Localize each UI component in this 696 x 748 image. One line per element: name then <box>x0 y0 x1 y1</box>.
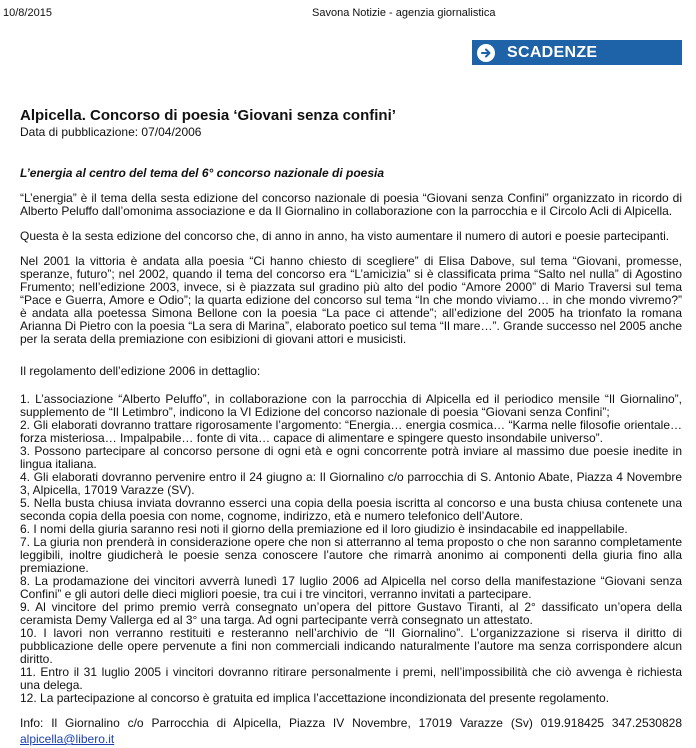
rule-item: 8. La prodamazione dei vincitori avverrà lunedì 17 luglio 2006 ad Alpicella nel corso della manifestazione “Giovani senza Confini” e gli autori delle dieci migliori poesie, tra cui i tre vincitori, verranno invitati a partecipare. <box>20 574 682 601</box>
email-link[interactable]: alpicella@libero.it <box>20 732 115 746</box>
banner-label: SCADENZE <box>507 43 598 61</box>
rules-heading: Il regolamento dell’edizione 2006 in dettaglio: <box>20 364 261 378</box>
article-title: Alpicella. Concorso di poesia ‘Giovani senza confini’ <box>20 107 396 124</box>
rule-item: 7. La giuria non prenderà in considerazione opere che non si atterranno al tema proposto o che non saranno completamente leggibili, inoltre giudicherà le poesie senza conoscere l’autore che rimarrà anonimo ai componenti della giuria fino alla premiazione. <box>20 535 682 575</box>
rule-item: 9. Al vincitore del primo premio verrà consegnato un’opera del pittore Gustavo Tiranti, al 2° dassificato un’opera della ceramista Demy Vallerga ed al 3° una targa. Ad ogni partecipante verrà consegnato un attestato. <box>20 600 682 627</box>
rule-item: 2. Gli elaborati dovranno trattare rigorosamente l’argomento: “Energia… energia cosmica… “Karma nelle filosofie orientale… forza misteriosa… Impalpabile… fonte di vita… capace di alimentare e spingere questo insondabile universo”. <box>20 418 682 445</box>
rules-list <box>20 393 682 705</box>
print-date: 10/8/2015 <box>3 7 52 19</box>
rule-item: 12. La partecipazione al concorso è gratuita ed implica l’accettazione incondizionata del presente regolamento. <box>20 691 610 705</box>
contact-info: Info: Il Giornalino c/o Parrocchia di Alpicella, Piazza IV Novembre, 17019 Varazze (Sv) 019.918425 347.2530828 <box>20 716 682 730</box>
rule-item: 4. Gli elaborati dovranno pervenire entro il 24 giugno a: Il Giornalino c/o parrocchia di S. Antonio Abate, Piazza 4 Novembre 3, Alpicella, 17019 Varazze (SV). <box>20 470 682 497</box>
rule-item: 10. I lavori non verranno restituiti e resteranno nell’archivio de “Il Giornalino”. L’organizzazione si riserva il diritto di pubblicazione delle opere pervenute a fini non commerciali indicando naturalmente l’autore ma senza corrispondere alcun diritto. <box>20 626 682 666</box>
rule-item: 6. I nomi della giuria saranno resi noti il giorno della premiazione ed il loro giudizio è insindacabile ed inappellabile. <box>20 522 628 536</box>
paragraph: Nel 2001 la vittoria è andata alla poesia “Ci hanno chiesto di scegliere” di Elisa Dabove, sul tema “Giovani, promesse, speranze, futuro”; nel 2002, quando il tema del concorso era “L’amicizia” si è classificata prima “Salto nel nulla” di Agostino Frumento; nell’edizione 2003, invece, si è piazzata sul gradino più alto del podio “Amore 2000” di Mario Traversi sul tema “Pace e Guerra, Amore e Odio”; la quarta edizione del concorso sul tema “In che mondo viviamo… in che mondo vivremo?” è andata alla poetessa Simona Bellone con la poesia “La pace ci attende”; all’edizione del 2005 ha trionfato la romana Arianna Di Pietro con la poesia “La sera di Marina”, elaborato poetico sul tema “Il mare…”. Grande successo nel 2005 anche per la serata della premiazione con esibizioni di giovani attori e musicisti. <box>20 254 682 346</box>
scadenze-banner[interactable] <box>472 40 682 65</box>
rule-item: 3. Possono partecipare al concorso persone di ogni età e ogni concorrente potrà inviare al massimo due poesie inedite in lingua italiana. <box>20 444 682 471</box>
arrow-circle-icon <box>477 44 495 62</box>
rule-item: 5. Nella busta chiusa inviata dovranno esserci una copia della poesia iscritta al concorso e una busta chiusa contenete una seconda copia della poesia con nome, cognome, indirizzo, età e numero telefonico dell’Autore. <box>20 496 682 523</box>
rule-item: 1. L’associazione “Alberto Peluffo”, in collaborazione con la parrocchia di Alpicella ed il periodico mensile “Il Giornalino”, supplemento de “Il Letimbro”, indicono la VI Edizione del concorso nazionale di poesia “Giovani senza Confini”; <box>20 392 682 419</box>
publication-date: Data di pubblicazione: 07/04/2006 <box>20 125 202 139</box>
site-name: Savona Notizie - agenzia giornalistica <box>312 7 496 19</box>
paragraph: “L’energia” è il tema della sesta edizione del concorso nazionale di poesia “Giovani senza Confini” organizzato in ricordo di Alberto Peluffo dall’omonima associazione e da Il Giornalino in collaborazione con la parrocchia e il Circolo Acli di Alpicella. <box>20 191 682 218</box>
article <box>20 107 682 748</box>
rule-item: 11. Entro il 31 luglio 2005 i vincitori dovranno ritirare personalmente i premi, nell’impossibilità che ciò avvenga è richiesta una delega. <box>20 665 682 692</box>
paragraph: Questa è la sesta edizione del concorso che, di anno in anno, ha visto aumentare il numero di autori e poesie partecipanti. <box>20 229 670 243</box>
article-subtitle: L’energia al centro del tema del 6° concorso nazionale di poesia <box>20 166 385 180</box>
